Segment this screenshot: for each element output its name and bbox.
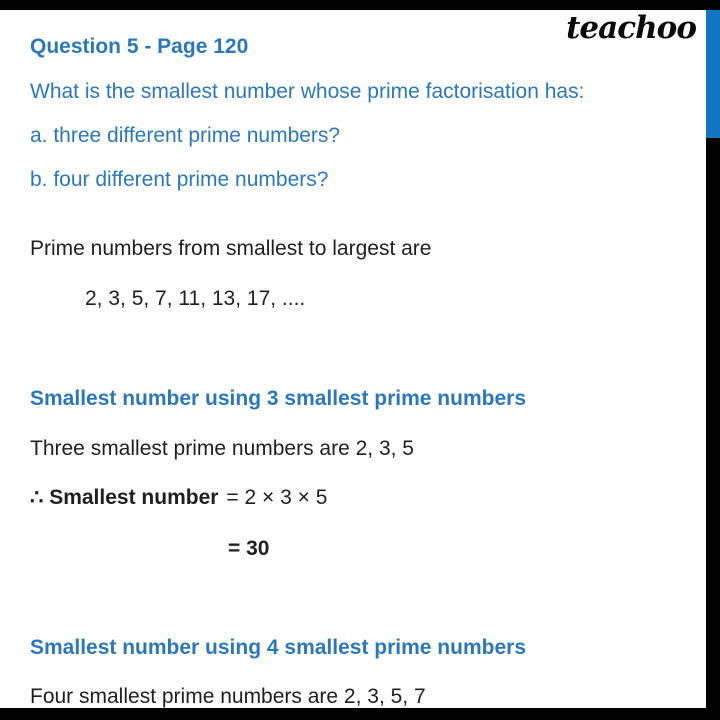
question-title: Question 5 - Page 120 [30,35,249,58]
primes-list: 2, 3, 5, 7, 11, 13, 17, .... [85,287,306,310]
smallest-number-equation [30,485,327,510]
section-3-result: = 30 [228,537,270,560]
section-3-heading: Smallest number using 3 smallest prime numbers [30,387,526,410]
section-4-line1: Four smallest prime numbers are 2, 3, 5, 7 [30,685,426,708]
right-black-strip [706,138,720,708]
primes-intro-text: Prime numbers from smallest to largest are [30,237,432,260]
equation-expression: = 2 × 3 × 5 [226,486,328,509]
question-intro: What is the smallest number whose prime factorisation has: [30,80,585,103]
top-black-bar [0,0,720,10]
section-3-line1: Three smallest prime numbers are 2, 3, 5 [30,437,414,460]
question-part-a: a. three different prime numbers? [30,124,341,147]
question-part-b: b. four different prime numbers? [30,168,329,191]
teachoo-logo: teachoo [566,10,696,46]
bottom-black-bar [0,708,720,720]
section-4-heading: Smallest number using 4 smallest prime numbers [30,636,526,659]
right-blue-strip [706,10,720,138]
equation-label: ∴ Smallest number [30,486,219,509]
